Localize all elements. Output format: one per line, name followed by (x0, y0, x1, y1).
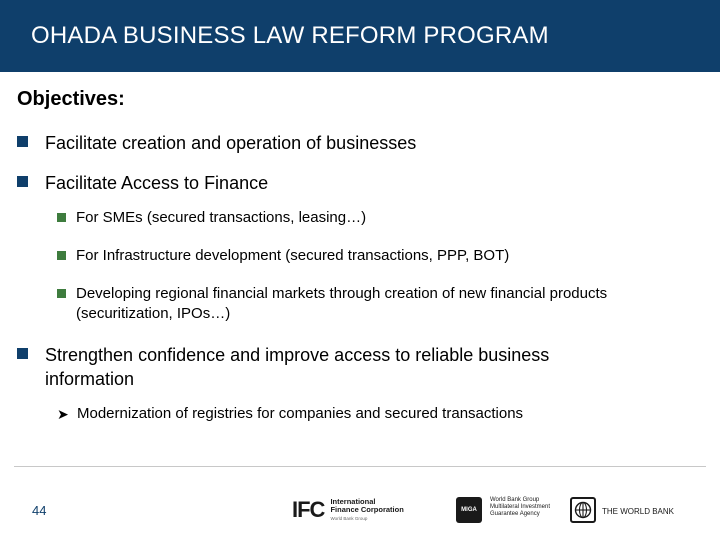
square-bullet-icon (57, 289, 66, 298)
miga-logo-icon: MIGA (456, 497, 482, 523)
bullet-item (17, 171, 625, 195)
header-bar (0, 0, 720, 72)
sub-bullet-item (57, 246, 656, 266)
sub-bullet-text: For SMEs (secured transactions, leasing…) (76, 209, 367, 226)
square-bullet-icon (17, 136, 28, 147)
square-bullet-icon (17, 176, 28, 187)
square-bullet-icon (57, 213, 66, 222)
square-bullet-icon (57, 251, 66, 260)
slide-title: OHADA BUSINESS LAW REFORM PROGRAM (31, 22, 549, 49)
miga-wordmark: World Bank Group Multilateral Investment Guarantee Agency (490, 497, 551, 517)
bullet-text: Facilitate Access to Finance (45, 173, 269, 193)
sub-bullet-item (57, 208, 656, 228)
world-bank-globe-icon (570, 497, 596, 523)
objectives-heading: Objectives: (17, 88, 125, 110)
square-bullet-icon (17, 348, 28, 359)
bullet-text: Strengthen confidence and improve access to reliable business information (45, 345, 550, 389)
arrow-sub-bullet (57, 404, 523, 424)
ifc-wordmark: International Finance Corporation World Bank Group (330, 496, 404, 521)
ifc-mark: IFC (292, 497, 325, 522)
arrow-bullet-text: Modernization of registries for companies and secured transactions (77, 405, 524, 422)
ifc-logo (292, 497, 404, 523)
bullet-text: Facilitate creation and operation of businesses (45, 133, 417, 153)
arrow-bullet-icon: ➤ (57, 406, 69, 422)
bullet-item (17, 131, 625, 155)
world-bank-wordmark: THE WORLD BANK (602, 507, 675, 516)
sub-bullet-item (57, 284, 646, 324)
footer-divider (14, 466, 706, 467)
page-number: 44 (32, 503, 47, 518)
bullet-item (17, 343, 615, 391)
sub-bullet-text: Developing regional financial markets through creation of new financial products (securitization, IPOs…) (76, 285, 608, 322)
sub-bullet-text: For Infrastructure development (secured transactions, PPP, BOT) (76, 247, 510, 264)
